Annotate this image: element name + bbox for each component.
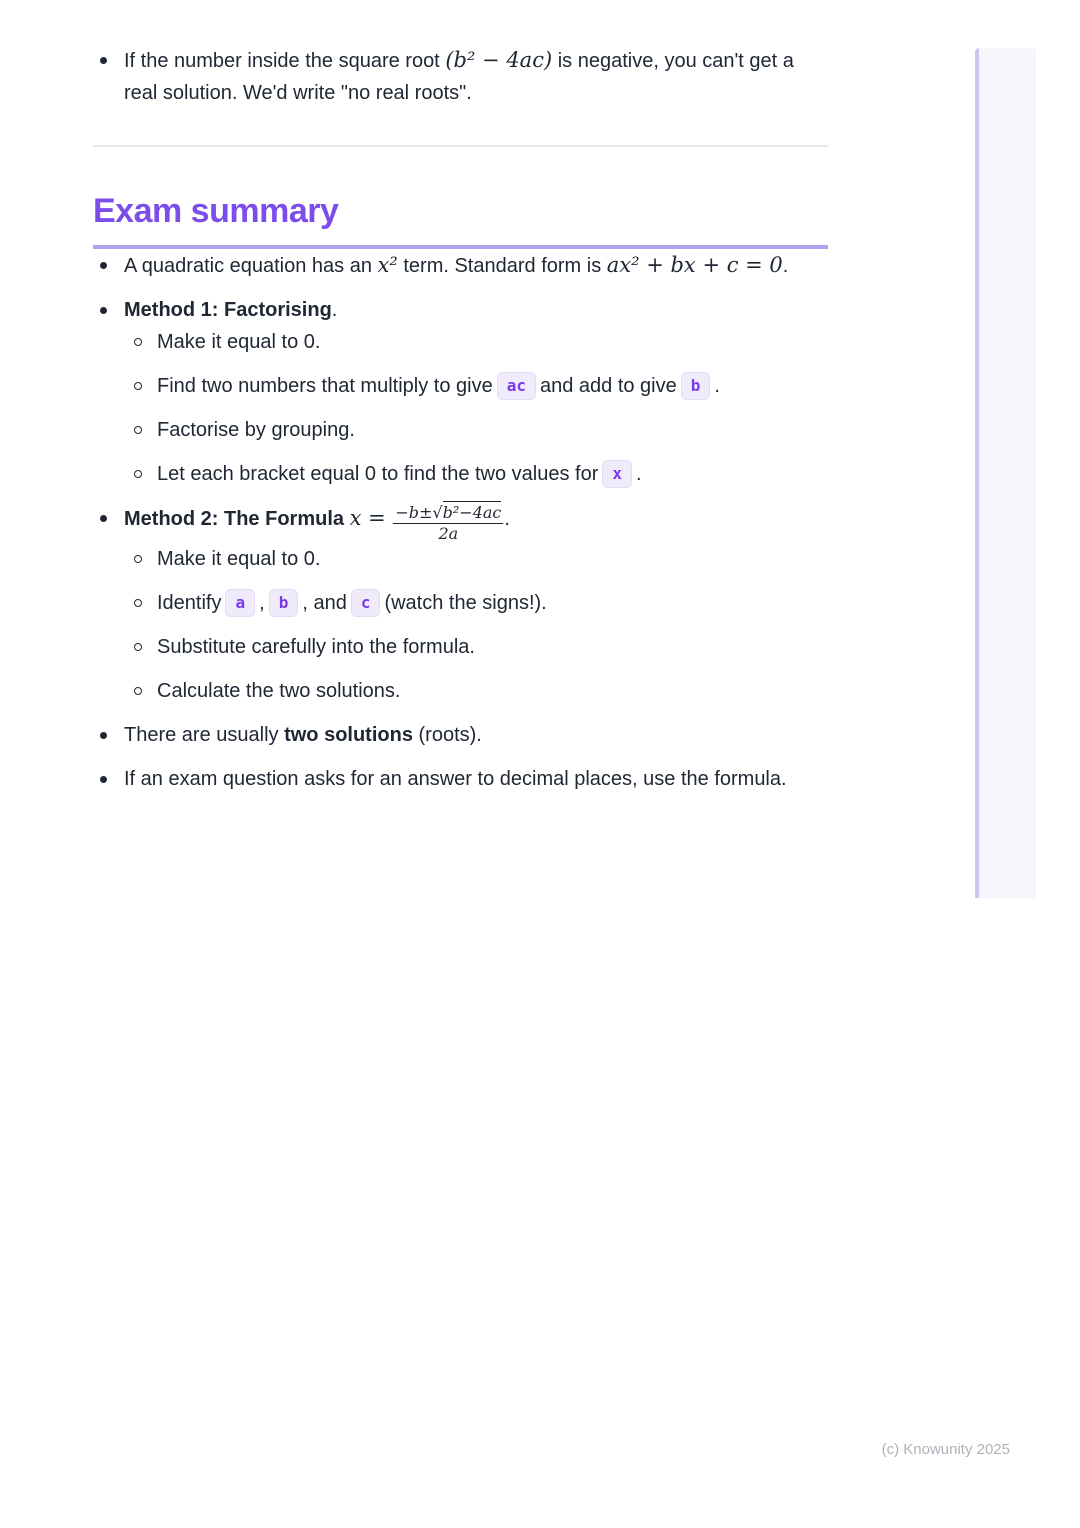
step-text-mid: and add to give: [539, 375, 677, 397]
method-2-step-4: [124, 675, 828, 707]
quadratic-formula: [349, 503, 505, 543]
inline-math-x-squared: x²: [377, 253, 398, 277]
inline-code-x: x: [602, 460, 632, 488]
formula-lead: x =: [349, 506, 393, 530]
bullet-ring-icon: [134, 599, 142, 607]
inline-code-a: a: [225, 589, 255, 617]
content-column: [93, 44, 828, 807]
formula-numerator: [393, 504, 503, 524]
step-text: Substitute carefully into the formula.: [157, 635, 475, 658]
formula-denominator: 2a: [438, 524, 459, 543]
inline-code-ac: ac: [497, 372, 536, 400]
formula-fraction: [393, 504, 503, 542]
standard-form-mid: term. Standard form is: [397, 255, 607, 277]
bullet-ring-icon: [134, 687, 142, 695]
method-1-step-4: [124, 458, 828, 490]
bullet-ring-icon: [134, 426, 142, 434]
sqrt-icon: √: [432, 503, 443, 523]
copyright-footer: (c) Knowunity 2025: [881, 1441, 1010, 1458]
section-divider: [93, 145, 828, 147]
no-real-roots-text-pre: If the number inside the square root: [124, 50, 446, 72]
step-text-post: (watch the signs!).: [384, 591, 547, 614]
step-text-sep: ,: [259, 591, 265, 614]
bullet-ring-icon: [134, 555, 142, 563]
top-bullet-list: [93, 44, 828, 109]
bullet-no-real-roots: [93, 44, 828, 109]
two-solutions-pre: There are usually: [124, 723, 285, 746]
step-text: Make it equal to 0.: [157, 547, 321, 570]
two-solutions-post: (roots).: [412, 723, 482, 746]
step-text: Calculate the two solutions.: [157, 679, 401, 702]
method-1-suffix: .: [331, 299, 338, 321]
step-text-pre: Let each bracket equal 0 to find the two values for: [157, 463, 599, 485]
step-text-pre: Identify: [157, 591, 222, 614]
inline-code-b: b: [681, 372, 711, 400]
bullet-decimal-places: [93, 763, 828, 795]
formula-num-pre: −b±: [395, 503, 433, 523]
bullet-method-2: [93, 502, 828, 707]
standard-form-post: .: [782, 255, 789, 277]
inline-code-c: c: [351, 589, 381, 617]
bullet-ring-icon: [134, 382, 142, 390]
bullet-dot-icon: [100, 776, 107, 783]
decimal-places-text: If an exam question asks for an answer to decimal places, use the formula.: [124, 767, 787, 790]
two-solutions-bold: two solutions: [284, 723, 413, 746]
step-text-pre: Find two numbers that multiply to give: [157, 375, 493, 397]
step-text: Factorise by grouping.: [157, 419, 355, 441]
bullet-dot-icon: [100, 732, 107, 739]
method-2-steps: [124, 543, 828, 707]
summary-bullet-list: [93, 249, 828, 795]
step-text: Make it equal to 0.: [157, 331, 321, 353]
method-2-step-3: [124, 631, 828, 663]
bullet-dot-icon: [100, 307, 107, 314]
bullet-ring-icon: [134, 470, 142, 478]
method-1-step-1: [124, 326, 828, 358]
formula-radicand: b²−4ac: [442, 503, 502, 523]
step-text-post: .: [636, 463, 642, 485]
method-2-title: Method 2: The Formula: [124, 508, 344, 530]
bullet-ring-icon: [134, 338, 142, 346]
method-2-step-2: [124, 587, 828, 619]
method-1-title: Method 1: Factorising: [124, 299, 332, 321]
method-1-step-3: [124, 414, 828, 446]
inline-math-discriminant: (b² − 4ac): [445, 48, 553, 72]
inline-code-b: b: [269, 589, 299, 617]
inline-math-standard-form: ax² + bx + c = 0: [606, 253, 783, 277]
method-1-step-2: [124, 370, 828, 402]
bullet-dot-icon: [100, 57, 107, 64]
method-1-steps: [124, 326, 828, 490]
formula-suffix: .: [504, 508, 510, 530]
side-panel: [975, 48, 1036, 898]
bullet-method-1: [93, 294, 828, 490]
bullet-dot-icon: [100, 515, 107, 522]
method-2-step-1: [124, 543, 828, 575]
exam-summary-heading: Exam summary: [93, 191, 828, 249]
bullet-ring-icon: [134, 643, 142, 651]
bullet-two-solutions: [93, 719, 828, 751]
step-text-mid: , and: [302, 591, 347, 614]
bullet-standard-form: [93, 249, 828, 282]
no-real-roots-text-post: is negative, you can't get a real solution. We'd write "no real roots".: [124, 50, 794, 104]
step-text-post: .: [714, 375, 720, 397]
bullet-dot-icon: [100, 262, 107, 269]
standard-form-pre: A quadratic equation has an: [124, 255, 378, 277]
